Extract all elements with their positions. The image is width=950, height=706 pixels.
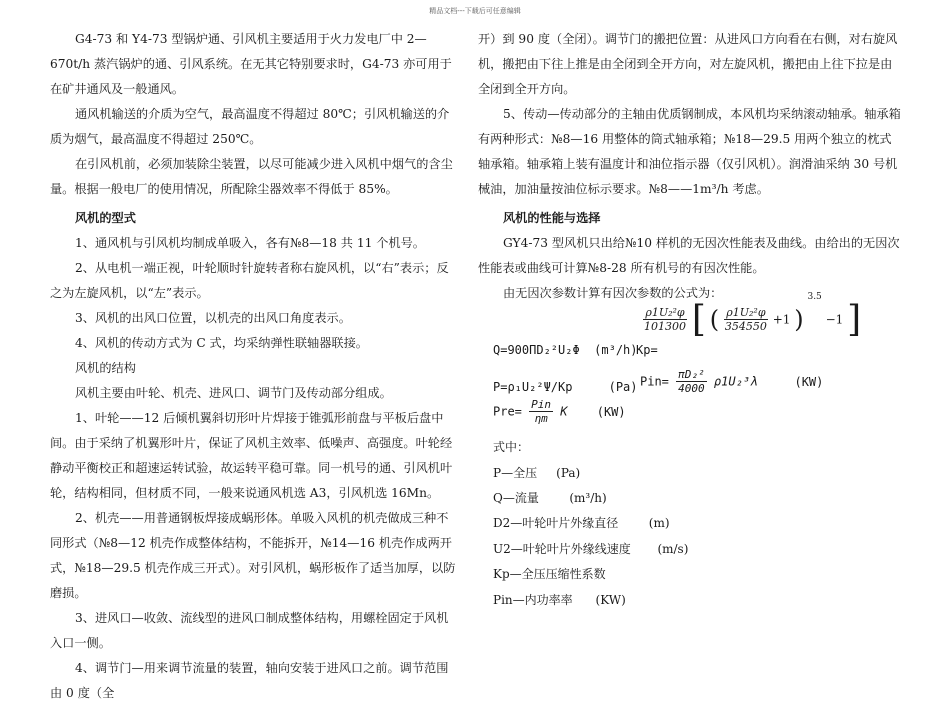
paragraph-structure: 风机主要由叶轮、机壳、进风口、调节门及传动部分组成。	[75, 386, 392, 400]
paragraph-intro: G4-73 和 Y4-73 型锅炉通、引风机主要适用于火力发电厂中 2—670t/h 蒸汽锅炉的通、引风系统。在无其它特别要求时，G4-73 亦可用于在矿井通风及一般通风。	[50, 32, 452, 96]
def-pin: Pin—内功率率 (KW)	[493, 593, 626, 607]
list-item-type-3: 3、风机的出风口位置，以机壳的出风口角度表示。	[75, 311, 351, 325]
list-item-impeller: 1、叶轮——12 后倾机翼斜切形叶片焊接于锥弧形前盘与平板后盘中间。由于采纳了机翼形叶片，保证了风机主效率、低噪声、高强度。叶轮经静动平衡校正和超速运转试验，故运转平稳可靠。同一机号的通、引风机叶轮，结构相同，但材质不同，一般来说通风机选 A3，引风机选 16Mn。	[50, 411, 453, 500]
def-flow: Q—流量 (m³/h)	[493, 491, 607, 505]
paragraph-medium: 通风机输送的介质为空气，最高温度不得超过 80℃；引风机输送的介质为烟气，最高温度不得超过 250℃。	[50, 107, 450, 146]
def-pressure: P—全压 (Pa)	[493, 466, 581, 480]
kp-frac-2: $\frac{\text{ρ1U₂²φ}}{354550}$	[724, 306, 767, 333]
kp-frac-1: $\frac{\text{ρ1U₂²φ}}{101300}$	[644, 306, 686, 333]
where-label: 式中：	[493, 440, 530, 454]
def-diameter: D2—叶轮叶片外缘直径 (m)	[493, 516, 670, 530]
def-kp: Kp—全压压缩性系数	[493, 567, 606, 581]
paragraph-performance: GY4-73 型风机只出给№10 样机的无因次性能表及曲线。由给出的无因次性能表或曲线可计算№8-28 所有机号的有因次性能。	[478, 236, 900, 275]
list-item-type-2: 2、从电机一端正视，叶轮顺时针旋转者称右旋风机，以“右”表示；反之为左旋风机，以“左”表示。	[50, 261, 449, 300]
formula-kp: $\frac{\text{ρ1U₂²φ}}{101300}$ [ ( $\frac{\text{ρ1U₂²φ}}{354550}$ +1 ) $^{3.5}$ −1 ]	[644, 292, 862, 340]
paragraph-damper-cont: 开）到 90 度（全闭）。调节门的搬把位置：从进风口方向看在右侧，对右旋风机，搬把由下往上推是由全闭到全开方向，对左旋风机，搬把由上往下拉是由全闭到全开方向。	[478, 32, 898, 96]
left-column	[50, 27, 458, 706]
list-item-type-4: 4、风机的传动方式为 C 式，均采纳弹性联轴器联接。	[75, 336, 368, 350]
heading-performance: 风机的性能与选择	[503, 211, 601, 225]
list-item-transmission: 5、传动—传动部分的主轴由优质钢制成，本风机均采纳滚动轴承。轴承箱有两种形式：№8—16 用整体的筒式轴承箱；№18—29.5 用两个独立的枕式轴承箱。轴承箱上装有温度计和油位指示器（仅引风机）。润滑油采纳 30 号机械油，加油量按油位标示要求。№8——1m³/h 考虑。	[478, 107, 901, 196]
paragraph-formula-intro: 由无因次参数计算有因次参数的公式为：	[503, 286, 723, 300]
page-header: 精品文档---下载后可任意编辑	[429, 7, 521, 15]
paragraph-dust: 在引风机前，必须加装除尘装置，以尽可能减少进入风机中烟气的含尘量。根据一般电厂的使用情况，所配除尘器效率不得低于 85%。	[50, 157, 453, 196]
list-item-inlet: 3、进风口—收敛、流线型的进风口制成整体结构，用螺栓固定于风机入口一侧。	[50, 611, 449, 650]
list-item-damper: 4、调节门—用来调节流量的装置，轴向安装于进风口之前。调节范围由 0 度（全	[50, 661, 449, 700]
formula-q: Q=900ΠD₂²U₂Φ (m³/h)	[493, 343, 638, 357]
heading-fan-structure: 风机的结构	[75, 361, 136, 375]
heading-fan-type: 风机的型式	[75, 211, 136, 225]
list-item-casing: 2、机壳——用普通钢板焊接成蜗形体。单吸入风机的机壳做成三种不同形式（№8—12 机壳作成整体结构，不能拆开，№14—16 机壳作成两开式，№18—29.5 机壳作成三开式）。对引风机，蜗形板作了适当加厚，以防磨损。	[50, 511, 456, 600]
formula-kp-label: Kp=	[636, 343, 658, 357]
def-velocity: U2—叶轮叶片外缘线速度 (m/s)	[493, 542, 689, 556]
right-column	[478, 27, 903, 306]
list-item-type-1: 1、通风机与引风机均制成单吸入，各有№8—18 共 11 个机号。	[75, 236, 425, 250]
formula-pin: Pin= $\frac{\text{πD₂²}}{4000}$ ρ1U₂³λ (KW)	[640, 368, 824, 395]
formula-p: P=ρ₁U₂²Ψ/Kp (Pa)	[493, 380, 638, 394]
formula-pre: Pre= $\frac{\text{Pin}}{\eta m}$ K (KW)	[493, 398, 626, 425]
